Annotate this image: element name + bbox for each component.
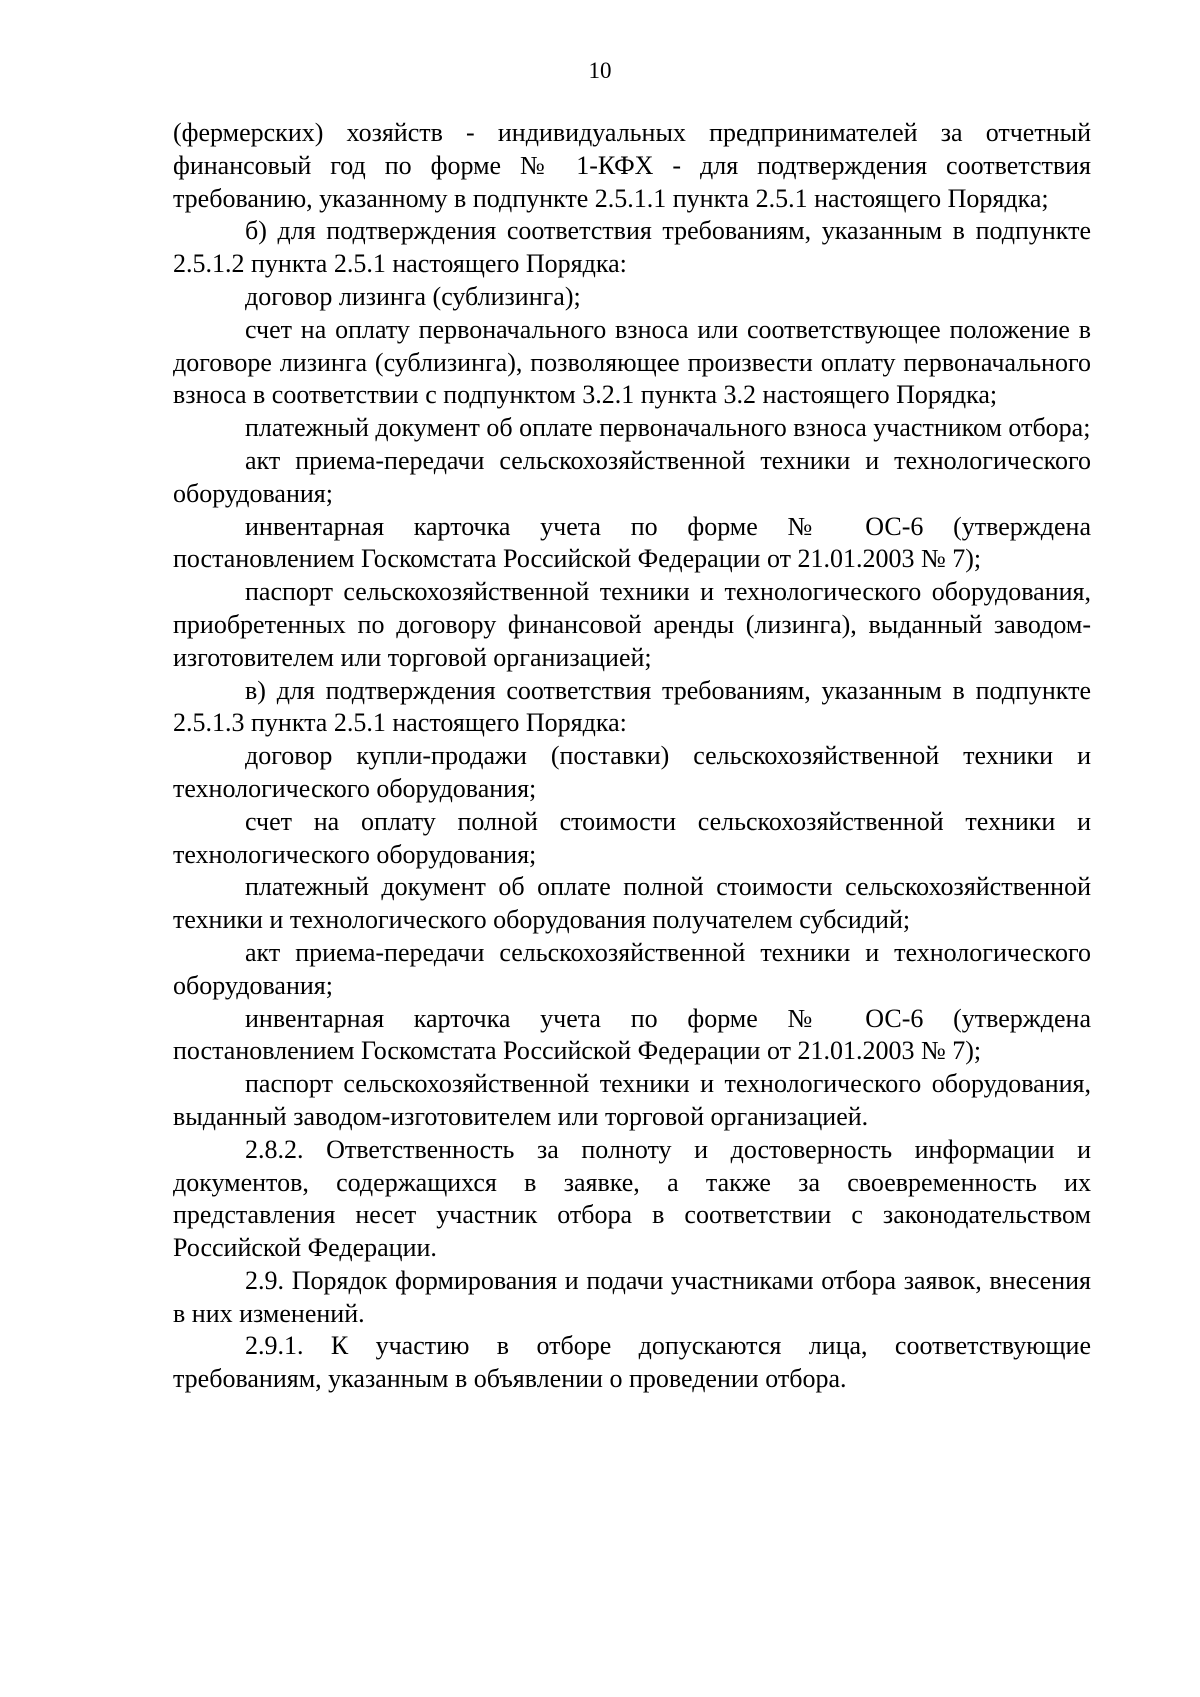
paragraph: договор лизинга (сублизинга); — [245, 281, 581, 311]
paragraph: паспорт сельскохозяйственной техники и технологического оборудования, выданный заводом-изготовителем или торговой организацией. — [173, 1069, 1091, 1131]
paragraph: б) для подтверждения соответствия требованиям, указанным в подпункте 2.5.1.2 пункта 2.5.1 настоящего Порядка: — [173, 216, 1091, 279]
paragraph: инвентарная карточка учета по форме № ОС-6 (утверждена постановлением Госкомстата Российской Федерации от 21.01.2003 № 7); — [173, 1003, 1091, 1066]
paragraph: счет на оплату первоначального взноса или соответствующее положение в договоре лизинга (сублизинга), позволяющее произвести оплату первоначального взноса в соответствии с подпунктом 3.2.1 пункта 3.2 настоящего Порядка; — [173, 314, 1091, 410]
document-body — [173, 117, 1091, 1396]
paragraph: платежный документ об оплате первоначального взноса участником отбора; — [245, 413, 1091, 443]
paragraph: 2.9. Порядок формирования и подачи участниками отбора заявок, внесения в них изменений. — [173, 1265, 1091, 1328]
paragraph: договор купли-продажи (поставки) сельскохозяйственной техники и технологического оборудования; — [173, 741, 1091, 803]
paragraph: (фермерских) хозяйств - индивидуальных предпринимателей за отчетный финансовый год по форме № 1-КФХ - для подтверждения соответствия требованию, указанному в подпункте 2.5.1.1 пункта 2.5.1 настоящего Порядка; — [173, 118, 1091, 213]
paragraph: акт приема-передачи сельскохозяйственной техники и технологического оборудования; — [173, 937, 1091, 1000]
paragraph: 2.9.1. К участию в отборе допускаются лица, соответствующие требованиям, указанным в объявлении о проведении отбора. — [173, 1331, 1091, 1394]
paragraph: 2.8.2. Ответственность за полноту и достоверность информации и документов, содержащихся в заявке, а также за своевременность их представления несет участник отбора в соответствии с законодательством Российской Федерации. — [173, 1134, 1091, 1263]
paragraph: счет на оплату полной стоимости сельскохозяйственной техники и технологического оборудования; — [173, 806, 1091, 869]
paragraph: платежный документ об оплате полной стоимости сельскохозяйственной техники и технологического оборудования получателем субсидий; — [173, 872, 1091, 935]
page-number: 10 — [588, 58, 612, 83]
paragraph: в) для подтверждения соответствия требованиям, указанным в подпункте 2.5.1.3 пункта 2.5.1 настоящего Порядка: — [173, 675, 1091, 738]
paragraph: акт приема-передачи сельскохозяйственной техники и технологического оборудования; — [173, 445, 1091, 508]
paragraph: паспорт сельскохозяйственной техники и технологического оборудования, приобретенных по договору финансовой аренды (лизинга), выданный заводом-изготовителем или торговой организацией; — [173, 577, 1091, 672]
paragraph: инвентарная карточка учета по форме № ОС-6 (утверждена постановлением Госкомстата Российской Федерации от 21.01.2003 № 7); — [173, 511, 1091, 574]
